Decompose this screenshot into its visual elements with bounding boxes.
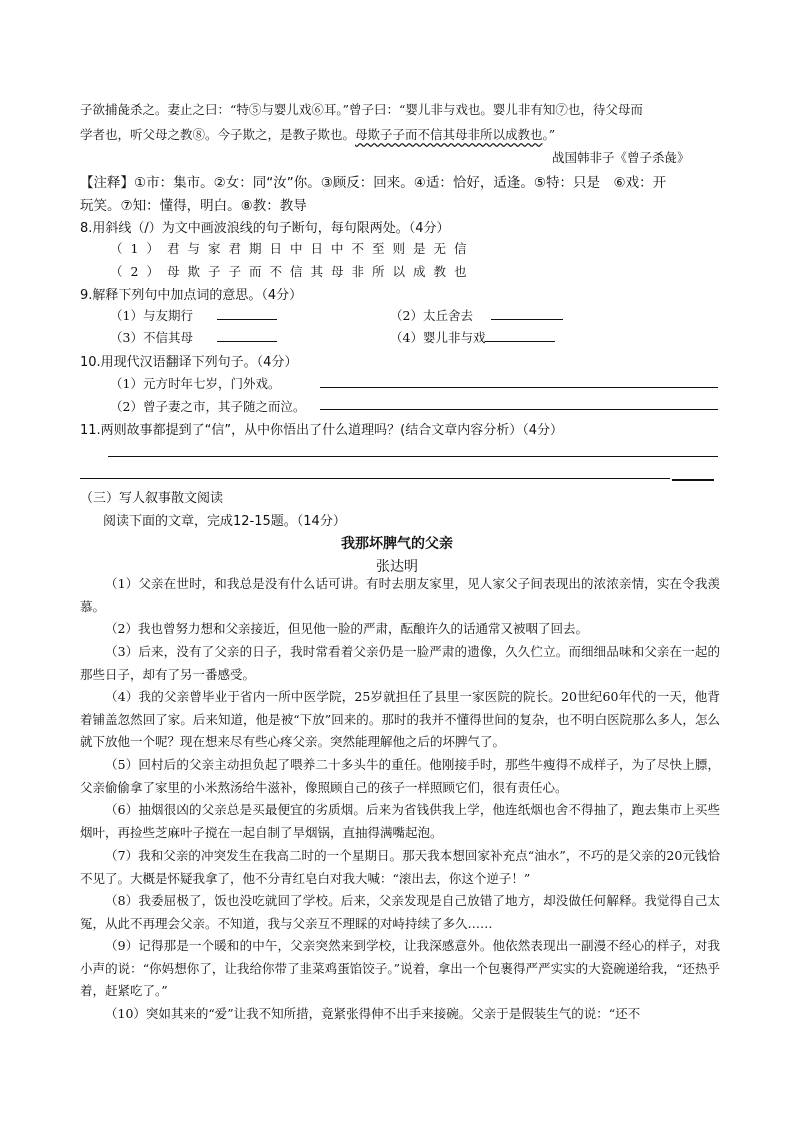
q10-prompt: 10.用现代汉语翻译下列句子。（4分） (80, 355, 298, 370)
article-paragraph-10: （10）突如其来的“爱”让我不知所措，竟紧张得伸不出手来接碗。父亲于是假装生气的说：“还不 (105, 1006, 641, 1021)
q11-answer-line-2[interactable] (80, 478, 670, 479)
q9-prompt: 9.解释下列句中加点词的意思。（4分） (80, 288, 303, 303)
article-paragraph-3: （3）后来，没有了父亲的日子，我时常看着父亲仍是一脸严肃的遗像，久久伫立。而细细品味和父亲在一起的那些日子，却有了另一番感受。 (80, 644, 720, 682)
q9-item-1-text: （1）与友期行 (110, 308, 193, 323)
q9-item-4-text: （4）婴儿非与戏 (390, 330, 486, 345)
article-paragraph-6: （6）抽烟很凶的父亲总是买最便宜的劣质烟。后来为省钱供我上学，他连纸烟也舍不得抽了，跑去集市上买些烟叶，再捡些芝麻叶子搅在一起自制了旱烟锅，直抽得满嘴起泡。 (80, 802, 720, 840)
notes-line-1: 【注释】①市：集市。②女：同“汝”你。③顾反：回来。④适：恰好，适逢。⑤特：只是 ⑥戏：开 (80, 175, 667, 191)
q10-answer-line-2[interactable] (320, 409, 718, 410)
article-paragraph-7: （7）我和父亲的冲突发生在我高二时的一个星期日。那天我本想回家补充点“油水”，不巧的是父亲的20元钱恰不见了。大概是怀疑我拿了，他不分青红皂白对我大喊：“滚出去，你这个逆子！” (80, 848, 720, 886)
section-3-heading: （三）写人叙事散文阅读 (80, 491, 224, 506)
wavy-underlined-sentence: 母欺子子而不信其母非所以成教也 (355, 127, 543, 142)
article-paragraph-9: （9）记得那是一个暖和的中午，父亲突然来到学校，让我深感意外。他依然表现出一副漫不经心的样子，对我小声的说：“你妈想你了，让我给你带了韭菜鸡蛋馅饺子。”说着，拿出一个包裹得严严实实的大瓷碗递给我，“还热乎着，赶紧吃了。” (80, 938, 720, 998)
excerpt-line-2 (80, 125, 555, 143)
article-paragraph-8: （8）我委屈极了，饭也没吃就回了学校。后来，父亲发现是自己放错了地方，却没做任何解释。我觉得自己太冤，从此不再理会父亲。不知道，我与父亲互不理睬的对峙持续了多久…… (80, 893, 720, 931)
q9-item-4 (390, 328, 555, 346)
article-title: 我那坏脾气的父亲 (341, 536, 453, 552)
q10-answer-line-1[interactable] (320, 387, 718, 388)
section-3-instruction: 阅读下面的文章，完成12-15题。（14分） (103, 514, 346, 529)
article-paragraph-2: （2）我也曾努力想和父亲接近，但见他一脸的严肃，酝酿许久的话通常又被咽了回去。 (105, 621, 588, 636)
excerpt-line-1: 子欲捕彘杀之。妻止之曰：“特⑤与婴儿戏⑥耳。”曾子曰：“婴儿非与戏也。婴儿非有知⑦也，待父母而 (80, 102, 643, 117)
article-paragraph-5: （5）回村后的父亲主动担负起了喂养二十多头牛的重任。他刚接手时，那些牛瘦得不成样子，为了尽快上膘，父亲偷偷拿了家里的小米熬汤给牛滋补，像照顾自己的孩子一样照顾它们，很有责任心。 (80, 757, 720, 795)
excerpt-source: 战国韩非子《曾子杀彘》 (552, 150, 690, 165)
q10-item-1: （1）元方时年七岁，门外戏。 (110, 376, 281, 391)
notes-line-2: 玩笑。⑦知：懂得，明白。⑧教：教导 (80, 198, 307, 214)
q11-answer-line-1[interactable] (108, 456, 718, 457)
q11-prompt: 11.两则故事都提到了“信”，从中你悟出了什么道理吗？(结合文章内容分析）（4分） (80, 423, 563, 438)
article-paragraph-1: （1）父亲在世时，和我总是没有什么话可讲。有时去朋友家里，见人家父子间表现出的浓浓亲情，实在令我羡慕。 (80, 576, 720, 614)
q9-item-3 (110, 328, 277, 346)
q9-item-2 (390, 306, 563, 324)
excerpt-line-2-end: 。” (542, 127, 556, 142)
q9-item-3-text: （3）不信其母 (110, 330, 193, 345)
q9-answer-blank-2[interactable] (491, 307, 563, 320)
excerpt-line-2-plain: 学者也，听父母之教⑧。今子欺之，是教子欺也。 (80, 127, 356, 142)
q9-answer-blank-3[interactable] (217, 329, 277, 342)
q11-answer-line-2-end[interactable] (672, 479, 714, 481)
q9-item-2-text: （2）太丘舍去 (390, 308, 473, 323)
article-paragraph-4: （4）我的父亲曾毕业于省内一所中医学院，25岁就担任了县里一家医院的院长。20世纪60年代的一天，他背着铺盖忽然回了家。后来知道，他是被“下放”回来的。那时的我并不懂得世间的复杂，也不明白医院那么多人，怎么就下放他一个呢？现在想来尽有些心疼父亲。突然能理解他之后的坏脾气了。 (80, 689, 720, 749)
q8-item-2: （2）母欺子子而不信其母非所以成教也 (110, 264, 475, 279)
q9-answer-blank-1[interactable] (217, 307, 277, 320)
q8-item-1: （1）君与家君期日中日中不至则是无信 (110, 241, 475, 256)
q9-item-1 (110, 306, 277, 324)
q10-item-2: （2）曾子妻之市，其子随之而泣。 (110, 399, 306, 414)
q9-answer-blank-4[interactable] (485, 329, 555, 342)
article-author: 张达明 (376, 559, 418, 575)
q8-prompt: 8.用斜线（/）为文中画波浪线的句子断句，每句限两处。（4分） (80, 221, 450, 236)
